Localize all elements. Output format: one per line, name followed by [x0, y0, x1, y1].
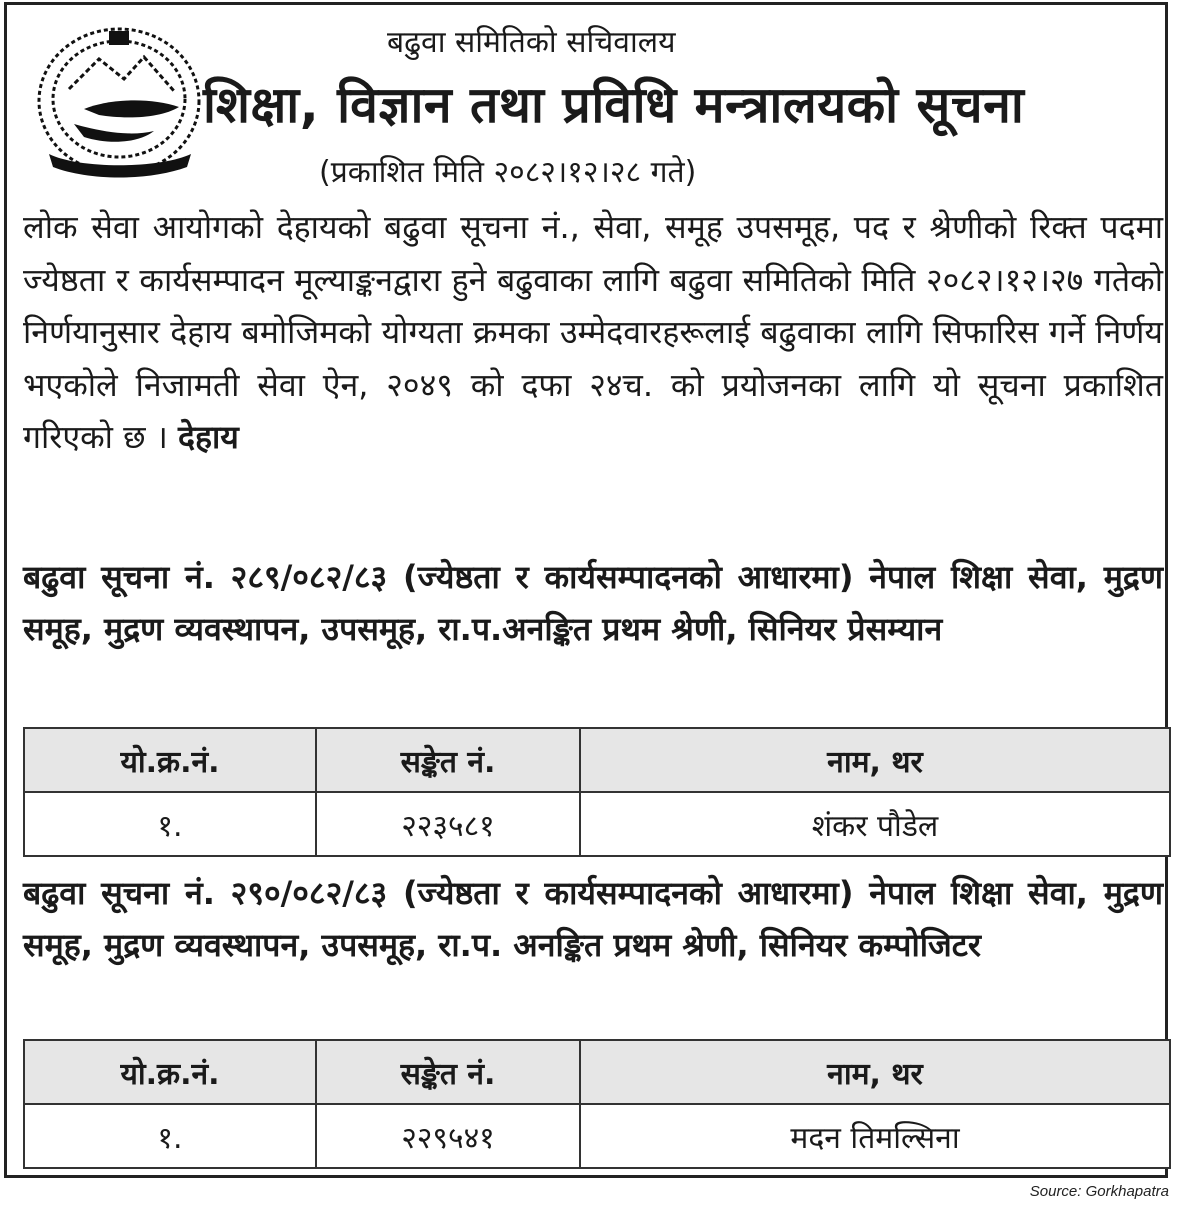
column-header-code: सङ्केत नं. — [316, 728, 580, 792]
body-text: लोक सेवा आयोगको देहायको बढुवा सूचना नं., सेवा, समूह उपसमूह, पद र श्रेणीको रिक्त पदमा ज्येष्ठता र कार्यसम्पादन मूल्याङ्कनद्वारा हुने बढुवाका लागि बढुवा समितिको मिति २०८२।१२।२७ गतेको निर्णयानुसार देहाय बमोजिमको योग्यता क्रमका उम्मेदवारहरूलाई बढुवाका लागि सिफारिस गर्ने निर्णय भएकोले निजामती सेवा ऐन, २०४९ को दफा २४च. को प्रयोजनका लागि यो सूचना प्रकाशित गरिएको छ । — [23, 208, 1163, 456]
body-bold-tail: देहाय — [178, 418, 239, 456]
cell-name: मदन तिमल्सिना — [580, 1104, 1170, 1168]
nepal-emblem-icon — [29, 19, 209, 184]
published-date: (प्रकाशित मिति २०८२।१२।२८ गते) — [319, 155, 697, 190]
cell-serial: १. — [24, 792, 316, 856]
cell-code: २२३५८१ — [316, 792, 580, 856]
result-table-1 — [23, 727, 1171, 857]
table-row — [24, 792, 1170, 856]
source-credit: Source: Gorkhapatra — [1029, 1183, 1169, 1200]
table-header-row — [24, 728, 1170, 792]
table-row — [24, 1104, 1170, 1168]
notice-frame — [4, 2, 1168, 1178]
cell-code: २२९५४१ — [316, 1104, 580, 1168]
column-header-code: सङ्केत नं. — [316, 1040, 580, 1104]
secretariat-heading: बढुवा समितिको सचिवालय — [387, 25, 676, 60]
page-title: शिक्षा, विज्ञान तथा प्रविधि मन्त्रालयको सूचना — [203, 76, 1025, 134]
notice-heading-1: बढुवा सूचना नं. २८९/०८२/८३ (ज्येष्ठता र कार्यसम्पादनको आधारमा) नेपाल शिक्षा सेवा, मुद्रण समूह, मुद्रण व्यवस्थापन, उपसमूह, रा.प.अनङ्कित प्रथम श्रेणी, सिनियर प्रेसम्यान — [23, 558, 1163, 648]
column-header-serial: यो.क्र.नं. — [24, 728, 316, 792]
column-header-serial: यो.क्र.नं. — [24, 1040, 316, 1104]
cell-name: शंकर पौडेल — [580, 792, 1170, 856]
column-header-name: नाम, थर — [580, 1040, 1170, 1104]
result-table-2 — [23, 1039, 1171, 1169]
cell-serial: १. — [24, 1104, 316, 1168]
notice-heading-2: बढुवा सूचना नं. २९०/०८२/८३ (ज्येष्ठता र कार्यसम्पादनको आधारमा) नेपाल शिक्षा सेवा, मुद्रण समूह, मुद्रण व्यवस्थापन, उपसमूह, रा.प. अनङ्कित प्रथम श्रेणी, सिनियर कम्पोजिटर — [23, 874, 1163, 964]
body-paragraph — [23, 201, 1163, 464]
column-header-name: नाम, थर — [580, 728, 1170, 792]
table-header-row — [24, 1040, 1170, 1104]
